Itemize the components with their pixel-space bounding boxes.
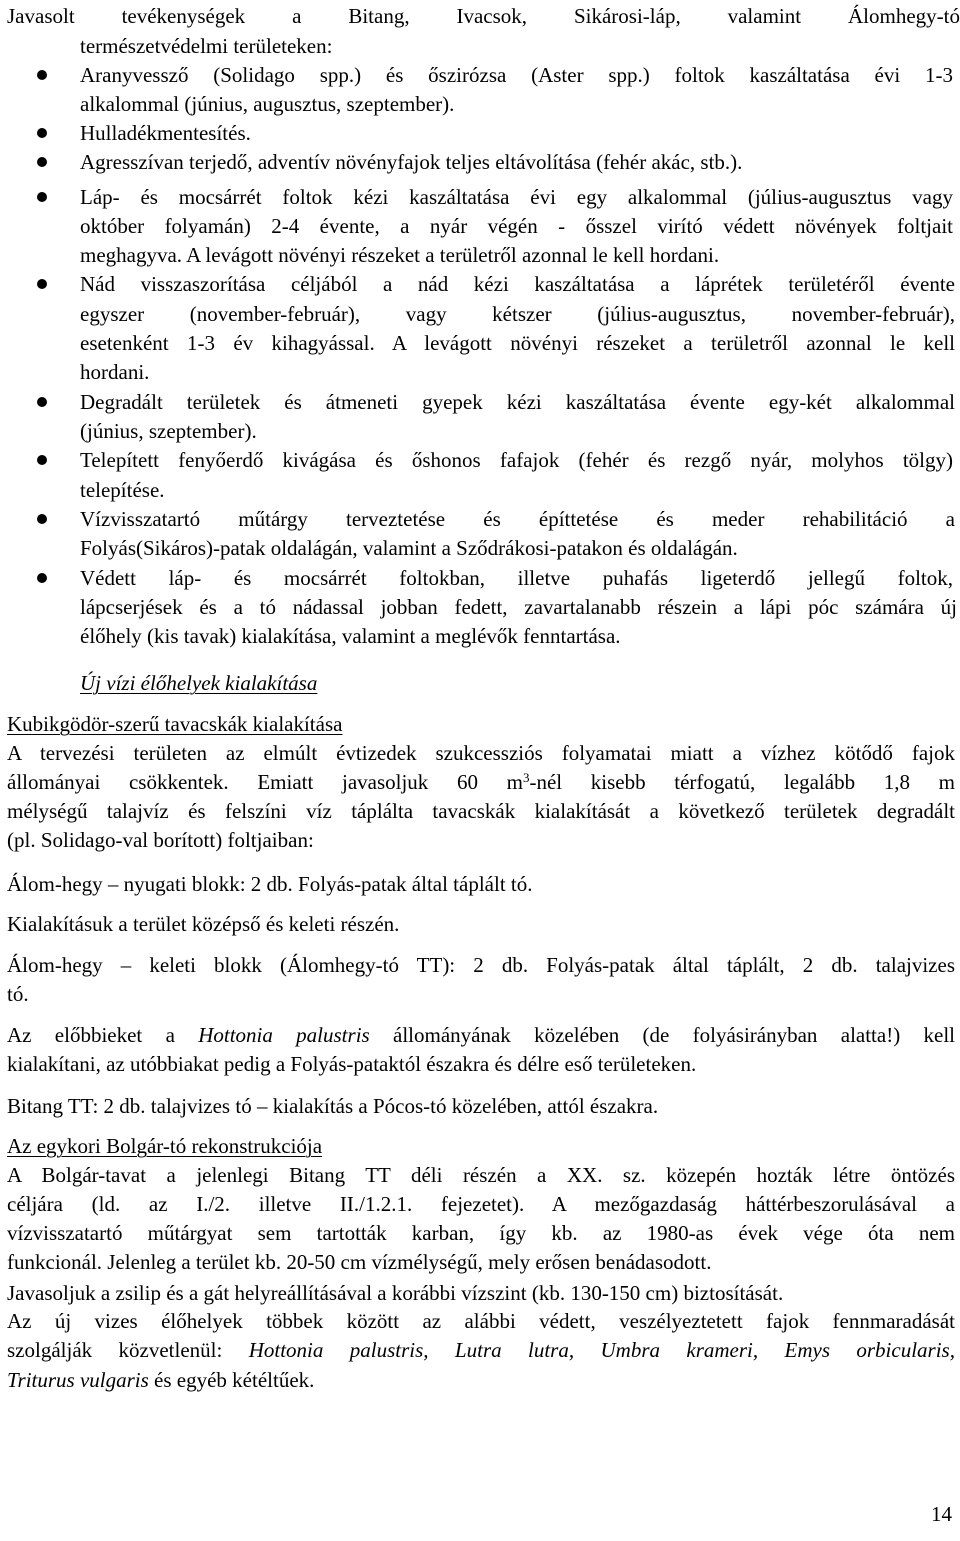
kubik-line-4: (pl. Solidago-val borított) foltjaiban:	[7, 828, 314, 852]
bullet-1-line-2: alkalommal (június, augusztus, szeptember).	[80, 92, 455, 116]
bullet-8-line-1: Vízvisszatartó műtárgy terveztetése és építtetése és meder rehabilitáció a	[80, 507, 955, 531]
bullet-8-line-2: Folyás(Sikáros)-patak oldalágán, valamint a Sződrákosi-patakon és oldalágán.	[80, 536, 738, 560]
bullet-4-line-2: október folyamán) 2-4 évente, a nyár végén - ősszel virító védett növények foltjait	[80, 214, 953, 238]
bullet-dot	[37, 455, 47, 465]
bolgar-line-6: Az új vizes élőhelyek többek között az alábbi védett, veszélyeztetett fajok fennmaradását	[7, 1309, 955, 1333]
bolgar-line-4: funkcionál. Jelenleg a terület kb. 20-50 cm vízmélységű, mely erősen benádasodott.	[7, 1250, 712, 1274]
bolgar-heading: Az egykori Bolgár-tó rekonstrukciója	[7, 1134, 323, 1158]
alom-keleti-line-1: Álom-hegy – keleti blokk (Álomhegy-tó TT): 2 db. Folyás-patak által táplált, 2 db. talajvizes	[7, 953, 955, 977]
bullet-dot	[37, 279, 47, 289]
bullet-6-line-2: (június, szeptember).	[80, 419, 257, 443]
kialakitas-paragraph: Kialakításuk a terület középső és keleti részén.	[7, 912, 400, 936]
bullet-dot	[37, 397, 47, 407]
bullet-9-line-1: Védett láp- és mocsárrét foltokban, illetve puhafás ligeterdő jellegű foltok,	[80, 566, 953, 590]
bullet-5-line-3: esetenként 1-3 év kihagyással. A levágott növényi részeket a területről azonnal le kell	[80, 331, 955, 355]
bullet-dot	[37, 70, 47, 80]
hottonia-line-1: Az előbbieket a Hottonia palustris állományának közelében (de folyásirányban alatta!) kell	[7, 1023, 955, 1047]
bolgar-line-8: Triturus vulgaris és egyéb kétéltűek.	[7, 1368, 315, 1392]
bullet-9-line-3: élőhely (kis tavak) kialakítása, valamint a meglévők fenntartása.	[80, 624, 621, 648]
bitang-paragraph: Bitang TT: 2 db. talajvizes tó – kialakítás a Pócos-tó közelében, attól északra.	[7, 1094, 659, 1118]
bullet-dot	[37, 157, 47, 167]
bullet-dot	[37, 192, 47, 202]
bullet-3-line-1: Agresszívan terjedő, adventív növényfajok teljes eltávolítása (fehér akác, stb.).	[80, 150, 743, 174]
bullet-6-line-1: Degradált területek és átmeneti gyepek kézi kaszáltatása évente egy-két alkalommal	[80, 390, 955, 414]
intro-line-2: természetvédelmi területeken:	[80, 34, 333, 58]
bullet-1-line-1: Aranyvessző (Solidago spp.) és őszirózsa (Aster spp.) foltok kaszáltatása évi 1-3	[80, 63, 953, 87]
bullet-7-line-2: telepítése.	[80, 478, 165, 502]
bullet-dot	[37, 573, 47, 583]
alom-keleti-line-2: tó.	[7, 982, 29, 1006]
section-title: Új vízi élőhelyek kialakítása	[80, 671, 318, 695]
bullet-5-line-4: hordani.	[80, 360, 150, 384]
intro-line-1: Javasolt tevékenységek a Bitang, Ivacsok, Sikárosi-láp, valamint Álomhegy-tó	[7, 4, 960, 28]
kubik-heading: Kubikgödör-szerű tavacskák kialakítása	[7, 712, 343, 736]
kubik-line-1: A tervezési területen az elmúlt évtizedek szukcessziós folyamatai miatt a vízhez kötődő fajok	[7, 741, 955, 765]
hottonia-line-2: kialakítani, az utóbbiakat pedig a Folyás-pataktól északra és délre eső területeken.	[7, 1052, 697, 1076]
bolgar-line-2: céljára (ld. az I./2. illetve II./1.2.1. fejezetet). A mezőgazdaság háttérbeszorulásával a	[7, 1192, 955, 1216]
bolgar-line-7: szolgálják közvetlenül: Hottonia palustris, Lutra lutra, Umbra krameri, Emys orbicularis,	[7, 1338, 955, 1362]
bullet-2-line-1: Hulladékmentesítés.	[80, 121, 251, 145]
bullet-4-line-3: meghagyva. A levágott növényi részeket a területről azonnal le kell hordani.	[80, 243, 720, 267]
kubik-line-2: állományai csökkentek. Emiatt javasoljuk 60 $m^3$-nél kisebb térfogatú, legalább 1,8 m	[7, 770, 955, 794]
bullet-9-line-2: lápcserjések és a tó nádassal jobban fedett, zavartalanabb részein a lápi póc számára új	[80, 595, 957, 619]
bullet-5-line-1: Nád visszaszorítása céljából a nád kézi kaszáltatása a láprétek területéről évente	[80, 272, 955, 296]
bullet-4-line-1: Láp- és mocsárrét foltok kézi kaszáltatása évi egy alkalommal (július-augusztus vagy	[80, 185, 953, 209]
bolgar-line-3: vízvisszatartó műtárgyat sem tartották karban, így kb. az 1980-as évek vége óta nem	[7, 1221, 955, 1245]
alom-nyugati-paragraph: Álom-hegy – nyugati blokk: 2 db. Folyás-patak által táplált tó.	[7, 872, 533, 896]
bolgar-line-5: Javasoljuk a zsilip és a gát helyreállításával a korábbi vízszint (kb. 130-150 cm) biztosítását.	[7, 1281, 784, 1305]
bullet-dot	[37, 514, 47, 524]
bullet-dot	[37, 128, 47, 138]
bolgar-line-1: A Bolgár-tavat a jelenlegi Bitang TT déli részén a XX. sz. közepén hozták létre öntözés	[7, 1163, 955, 1187]
bullet-5-line-2: egyszer (november-február), vagy kétszer (július-augusztus, november-február),	[80, 302, 955, 326]
page-number: 14	[931, 1502, 952, 1526]
kubik-line-3: mélységű talajvíz és felszíni víz táplálta tavacskák kialakítását a következő területek degradált	[7, 799, 955, 823]
bullet-7-line-1: Telepített fenyőerdő kivágása és őshonos fafajok (fehér és rezgő nyár, molyhos tölgy)	[80, 448, 953, 472]
